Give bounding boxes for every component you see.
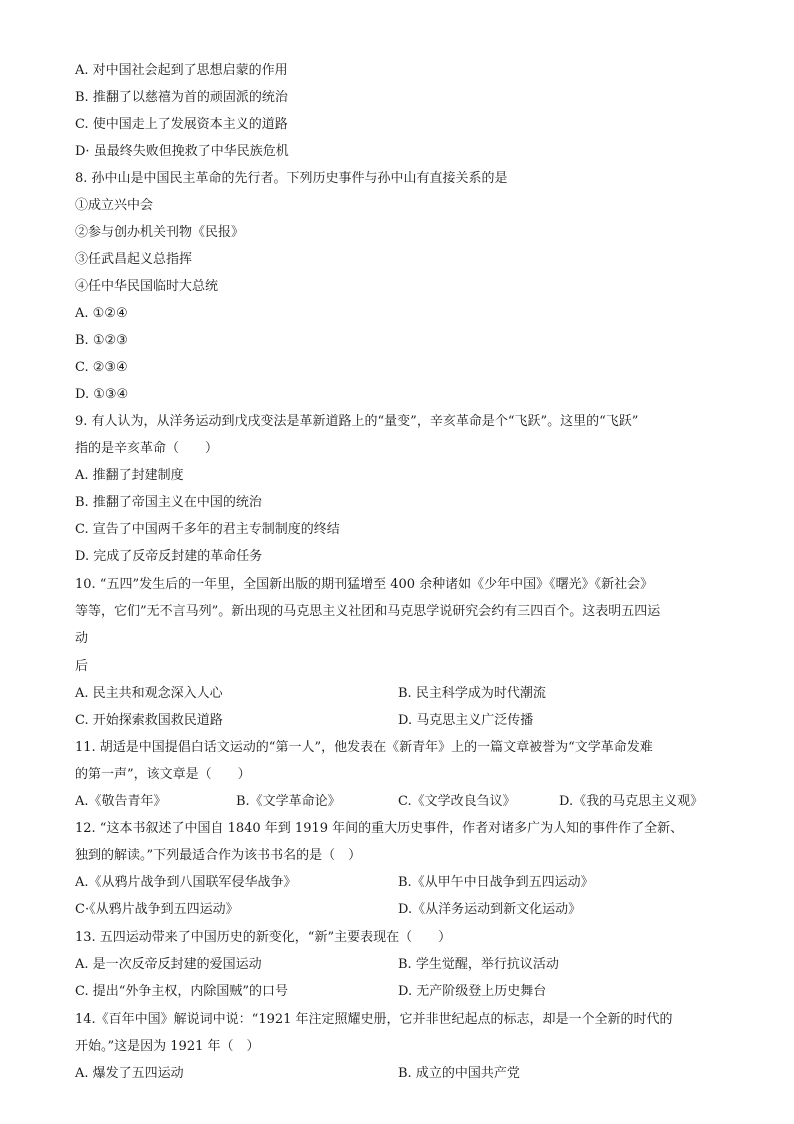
- q13-option-b: B. 学生觉醒，举行抗议活动: [398, 957, 559, 972]
- q8-option-d: D. ①③④: [75, 387, 129, 402]
- q11-option-d: D.《我的马克思主义观》: [559, 794, 704, 809]
- q10-option-c: C. 开始探索救国救民道路: [75, 713, 223, 728]
- q13-stem: 13. 五四运动带来了中国历史的新变化，“新”主要表现在（ ）: [75, 930, 452, 945]
- q14-stem-line-1: 14.《百年中国》解说词中说：“1921 年注定照耀史册，它并非世纪起点的标志，却是一个全新的时代的: [75, 1012, 673, 1027]
- q9-stem-line-2: 指的是辛亥革命（ ）: [75, 441, 219, 456]
- q10-option-b: B. 民主科学成为时代潮流: [398, 686, 546, 701]
- q13-option-a: A. 是一次反帝反封建的爱国运动: [75, 957, 262, 972]
- q7-option-b: B. 推翻了以慈禧为首的顽固派的统治: [75, 90, 288, 105]
- q10-option-d: D. 马克思主义广泛传播: [398, 713, 534, 728]
- q11-option-c: C.《文学改良刍议》: [398, 794, 516, 809]
- q9-option-d: D. 完成了反帝反封建的革命任务: [75, 549, 263, 564]
- q9-option-a: A. 推翻了封建制度: [75, 468, 184, 483]
- q11-option-b: B.《文学革命论》: [236, 794, 341, 809]
- q14-option-a: A. 爆发了五四运动: [75, 1066, 184, 1081]
- q8-option-a: A. ①②④: [75, 306, 128, 321]
- q12-option-c: C·《从鸦片战争到五四运动》: [75, 902, 239, 917]
- q13-option-d: D. 无产阶级登上历史舞台: [398, 984, 547, 999]
- q11-stem-line-2: 的第一声”，该文章是（ ）: [75, 767, 251, 782]
- q11-stem-line-1: 11. 胡适是中国提倡白话文运动的“第一人”，他发表在《新青年》上的一篇文章被誉为“文学革命发难: [75, 740, 653, 755]
- q7-option-d: D· 虽最终失败但挽救了中华民族危机: [75, 144, 289, 159]
- q12-option-a: A.《从鸦片战争到八国联军侵华战争》: [75, 875, 297, 890]
- q10-option-a: A. 民主共和观念深入人心: [75, 686, 223, 701]
- q8-stem: 8. 孙中山是中国民主革命的先行者。下列历史事件与孙中山有直接关系的是: [75, 171, 508, 186]
- q9-option-c: C. 宣告了中国两千多年的君主专制制度的终结: [75, 522, 340, 537]
- q8-item-3: ③任武昌起义总指挥: [75, 252, 193, 267]
- q8-item-1: ①成立兴中会: [75, 198, 154, 213]
- q8-item-4: ④任中华民国临时大总统: [75, 279, 219, 294]
- q8-item-2: ②参与创办机关刊物《民报》: [75, 225, 245, 240]
- q8-option-b: B. ①②③: [75, 333, 128, 348]
- q9-stem-line-1: 9. 有人认为，从洋务运动到戊戌变法是革新道路上的“量变”，辛亥革命是个“飞跃”。这里的“飞跃”: [75, 414, 639, 429]
- q11-option-a: A.《敬告青年》: [75, 794, 167, 809]
- q7-option-a: A. 对中国社会起到了思想启蒙的作用: [75, 63, 288, 78]
- q13-option-c: C. 提出“外争主权，内除国贼”的口号: [75, 984, 289, 999]
- q8-option-c: C. ②③④: [75, 360, 128, 375]
- q10-stem-line-3: 动: [75, 631, 89, 646]
- q12-option-b: B.《从甲午中日战争到五四运动》: [398, 875, 594, 890]
- q10-stem-line-1: 10. “五四”发生后的一年里，全国新出版的期刊猛增至 400 余种诸如《少年中国》《曙光》《新社会》: [75, 577, 654, 592]
- q14-stem-line-2: 开始。”这是因为 1921 年（ ）: [75, 1039, 260, 1054]
- q10-stem-line-4: 后: [75, 659, 89, 674]
- q12-option-d: D.《从洋务运动到新文化运动》: [398, 902, 582, 917]
- q14-option-b: B. 成立的中国共产党: [398, 1066, 520, 1081]
- q12-stem-line-2: 独到的解读。”下列最适合作为该书书名的是（ ）: [75, 848, 362, 863]
- q10-stem-line-2: 等等，它们”无不言马列”。新出现的马克思主义社团和马克思学说研究会约有三四百个。这表明五四运: [75, 604, 661, 619]
- q7-option-c: C. 使中国走上了发展资本主义的道路: [75, 117, 288, 132]
- q9-option-b: B. 推翻了帝国主义在中国的统治: [75, 495, 262, 510]
- q12-stem-line-1: 12. “这本书叙述了中国自 1840 年到 1919 年间的重大历史事件，作者对诸多广为人知的事件作了全新、: [75, 821, 684, 836]
